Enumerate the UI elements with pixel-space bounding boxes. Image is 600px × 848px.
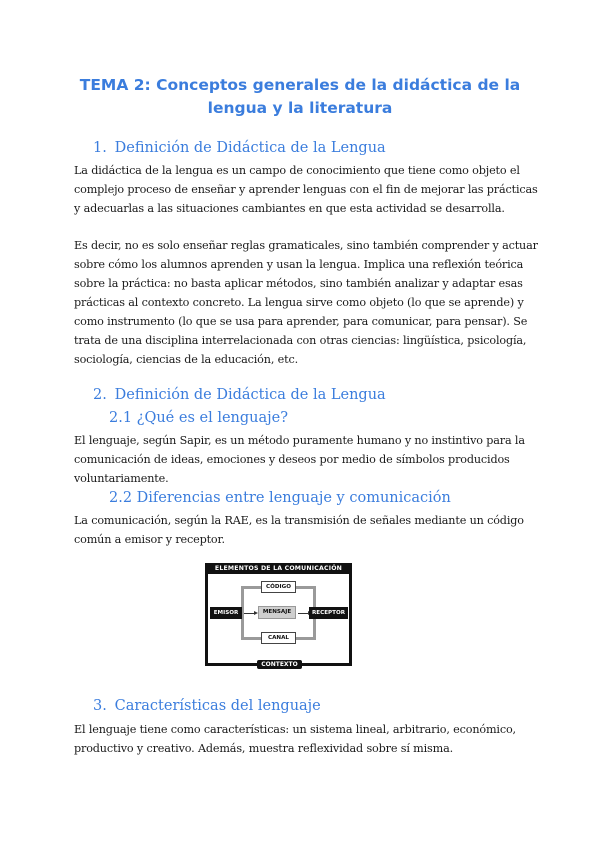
title-line-1: TEMA 2: Conceptos generales de la didáctica de la <box>79 76 521 94</box>
diagram-codigo-box: CÓDIGO <box>261 581 296 593</box>
section-1-title: Definición de Didáctica de la Lengua <box>114 140 386 156</box>
communication-elements-diagram <box>205 563 352 666</box>
title-line-2: lengua y la literatura <box>207 99 393 117</box>
section-2-title: Definición de Didáctica de la Lengua <box>114 387 386 403</box>
subsection-2-1-paragraph: El lenguaje, según Sapir, es un método puramente humano y no instintivo para la comunicación de ideas, emociones y deseos por medio de símbolos producidos voluntariamente. <box>74 434 525 485</box>
section-3-paragraph: El lenguaje tiene como características: un sistema lineal, arbitrario, económico, productivo y creativo. Además, muestra reflexividad sobre sí misma. <box>74 723 516 755</box>
arrow-right-icon <box>244 613 255 614</box>
section-3-title: Características del lenguaje <box>114 698 321 714</box>
section-1-paragraph-1: La didáctica de la lengua es un campo de conocimiento que tiene como objeto el complejo proceso de enseñar y aprender lenguas con el fin de mejorar las prácticas y adecuarlas a las situaciones cambiantes en que esta actividad se desarrolla. <box>74 164 538 215</box>
subsection-2-2-heading: 2.2 Diferencias entre lenguaje y comunicación <box>109 490 451 506</box>
section-1-paragraph-2: Es decir, no es solo enseñar reglas gramaticales, sino también comprender y actuar sobre cómo los alumnos aprenden y usan la lengua. Implica una reflexión teórica sobre la práctica: no basta aplicar métodos, sino también analizar y adaptar esas prácticas al contexto concreto. La lengua sirve como objeto (lo que se aprende) y como instrumento (lo que se usa para aprender, para comunicar, para pensar). Se trata de una disciplina interrelacionada con otras ciencias: lingüística, psicología, sociología, ciencias de la educación, etc. <box>74 239 538 366</box>
diagram-receptor-box: RECEPTOR <box>309 607 348 619</box>
arrow-right-icon <box>298 613 309 614</box>
diagram-emisor-box: EMISOR <box>210 607 242 619</box>
subsection-2-2-paragraph: La comunicación, según la RAE, es la transmisión de señales mediante un código común a emisor y receptor. <box>74 514 524 546</box>
section-1-heading <box>93 139 386 157</box>
document-title <box>40 74 560 120</box>
diagram-contexto-label: CONTEXTO <box>257 660 302 669</box>
diagram-mensaje-box: MENSAJE <box>258 606 296 619</box>
section-2-number: 2. <box>93 387 107 403</box>
diagram-canal-box: CANAL <box>261 632 296 644</box>
section-2-heading <box>93 386 386 404</box>
diagram-header: ELEMENTOS DE LA COMUNICACIÓN <box>205 563 352 574</box>
subsection-2-1-heading: 2.1 ¿Qué es el lenguaje? <box>109 410 288 426</box>
section-3-number: 3. <box>93 698 107 714</box>
section-1-number: 1. <box>93 140 107 156</box>
section-3-heading <box>93 697 321 715</box>
